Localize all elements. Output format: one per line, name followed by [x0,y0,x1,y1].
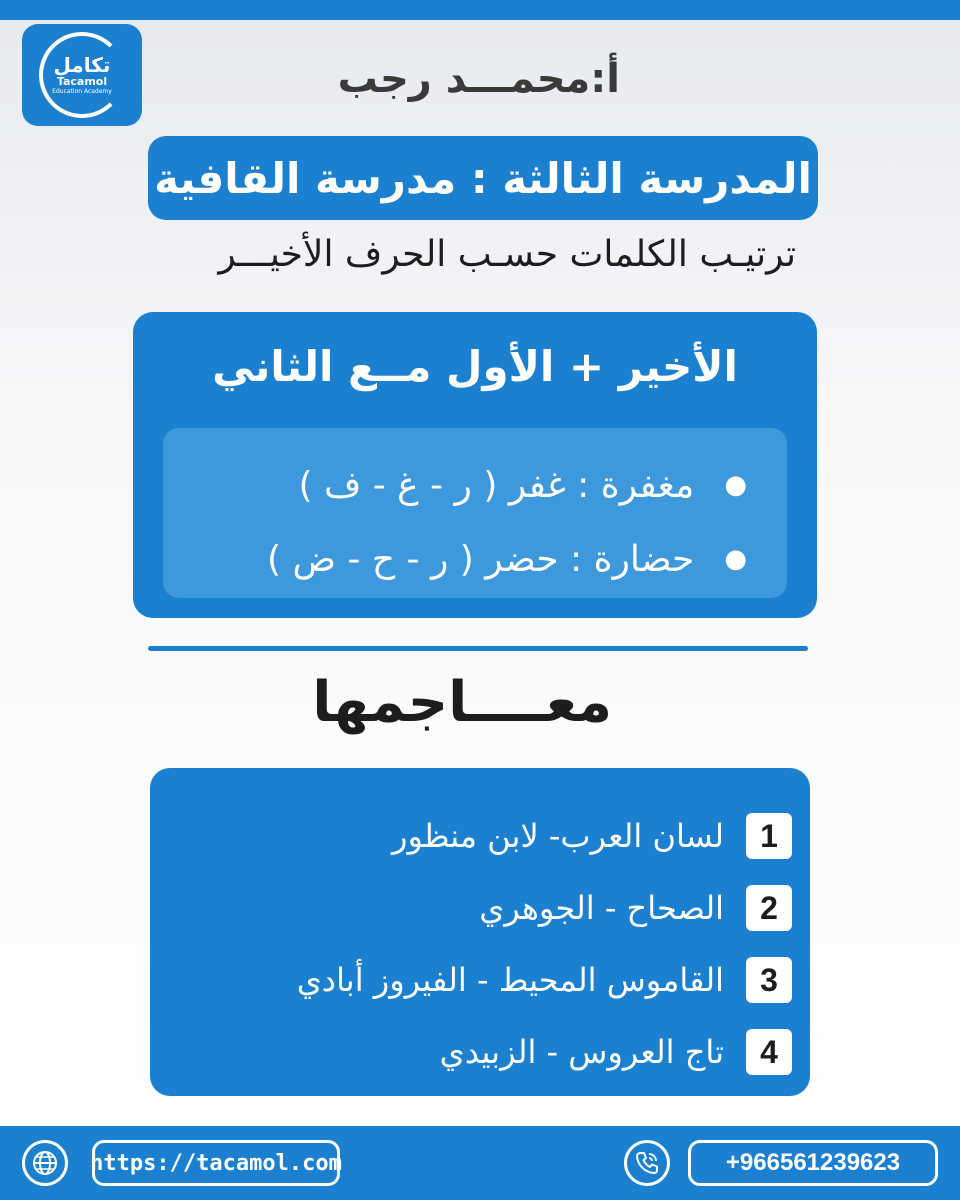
website-text: https://tacamol.com [90,1150,342,1176]
examples-box [163,428,787,598]
website-link[interactable] [92,1140,340,1186]
logo-english: Tacamol [56,75,108,89]
top-bar [0,0,960,20]
example-item [163,522,747,596]
dictionary-item [150,944,792,1016]
rule-heading: الأخير + الأول مــع الثاني [212,342,738,391]
bullet-icon: ● [724,470,747,500]
dictionaries-heading: معــــاجمها [312,670,612,735]
logo-ring [39,32,125,118]
phone-number[interactable] [688,1140,938,1186]
item-number: 2 [746,885,792,931]
globe-icon[interactable] [22,1140,68,1186]
dictionary-text: تاج العروس - الزبيدي [439,1033,724,1071]
dictionary-text: القاموس المحيط - الفيروز أبادي [296,961,724,999]
logo-subtitle: Education Academy [52,87,112,95]
phone-icon[interactable] [624,1140,670,1186]
example-text: حضارة : حضر ( ر - ح - ض ) [266,538,695,580]
teacher-name: أ:محمـــد رجب [337,56,620,102]
example-text: مغفرة : غفر ( ر - غ - ف ) [298,464,695,506]
logo-arabic: تكامل [53,53,111,78]
item-number: 1 [746,813,792,859]
phone-text: +966561239623 [725,1149,901,1176]
dictionary-item [150,1016,792,1088]
school-title [148,136,818,220]
bullet-icon: ● [724,544,747,574]
dictionary-item [150,800,792,872]
school-subtitle: ترتيـب الكلمات حسـب الحرف الأخيـــر [218,234,796,275]
school-title-text: المدرسة الثالثة : مدرسة القافية [154,153,812,203]
dictionary-text: لسان العرب- لابن منظور [391,817,724,855]
item-number: 3 [746,957,792,1003]
example-item [163,448,747,522]
dictionaries-box [150,768,810,1096]
dictionary-item [150,872,792,944]
item-number: 4 [746,1029,792,1075]
dictionary-text: الصحاح - الجوهري [479,889,724,927]
rule-box [133,312,817,618]
divider [148,646,808,651]
footer-bar [0,1126,960,1200]
tacamol-logo [22,24,142,126]
